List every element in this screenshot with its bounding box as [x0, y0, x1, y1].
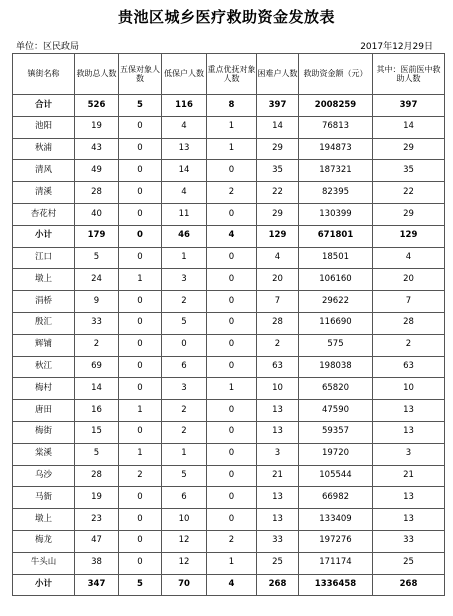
table-cell: 0: [162, 334, 207, 356]
table-cell: 49: [75, 160, 119, 182]
table-row: [13, 203, 445, 225]
table-cell: 14: [257, 116, 299, 138]
table-cell: 70: [162, 574, 207, 596]
table-cell: 13: [162, 138, 207, 160]
table-cell: 0: [119, 530, 162, 552]
town-name-cell: 池阳: [13, 116, 75, 138]
table-row: [13, 574, 445, 596]
table-cell: 29: [373, 138, 445, 160]
table-cell: 0: [119, 160, 162, 182]
table-cell: 0: [119, 203, 162, 225]
table-cell: 21: [373, 465, 445, 487]
table-cell: 2: [119, 465, 162, 487]
town-name-cell: 小计: [13, 225, 75, 247]
table-row: [13, 291, 445, 313]
table-cell: 4: [162, 116, 207, 138]
table-cell: 8: [207, 95, 257, 117]
table-cell: 14: [373, 116, 445, 138]
table-cell: 18501: [299, 247, 373, 269]
table-cell: 10: [162, 509, 207, 531]
table-cell: 0: [207, 312, 257, 334]
table-cell: 347: [75, 574, 119, 596]
table-cell: 10: [373, 378, 445, 400]
table-cell: 29622: [299, 291, 373, 313]
table-cell: 397: [257, 95, 299, 117]
town-name-cell: 梅龙: [13, 530, 75, 552]
table-cell: 47: [75, 530, 119, 552]
table-row: [13, 116, 445, 138]
table-cell: 38: [75, 552, 119, 574]
town-name-cell: 涓桥: [13, 291, 75, 313]
table-row: [13, 312, 445, 334]
table-cell: 5: [75, 247, 119, 269]
town-name-cell: 唐田: [13, 400, 75, 422]
table-cell: 20: [257, 269, 299, 291]
table-cell: 0: [207, 203, 257, 225]
table-cell: 25: [373, 552, 445, 574]
table-cell: 5: [119, 95, 162, 117]
table-cell: 24: [75, 269, 119, 291]
table-cell: 9: [75, 291, 119, 313]
table-row: [13, 443, 445, 465]
table-cell: 1: [207, 116, 257, 138]
table-cell: 3: [162, 378, 207, 400]
table-cell: 0: [119, 378, 162, 400]
town-name-cell: 合计: [13, 95, 75, 117]
table-cell: 187321: [299, 160, 373, 182]
table-cell: 0: [119, 138, 162, 160]
table-cell: 14: [75, 378, 119, 400]
table-cell: 0: [207, 356, 257, 378]
town-name-cell: 梅村: [13, 378, 75, 400]
table-cell: 20: [373, 269, 445, 291]
table-row: [13, 269, 445, 291]
table-cell: 0: [119, 552, 162, 574]
table-row: [13, 334, 445, 356]
table-cell: 65820: [299, 378, 373, 400]
table-cell: 268: [373, 574, 445, 596]
table-cell: 63: [373, 356, 445, 378]
table-cell: 33: [75, 312, 119, 334]
table-row: [13, 225, 445, 247]
table-cell: 5: [75, 443, 119, 465]
table-cell: 76813: [299, 116, 373, 138]
table-cell: 2: [162, 291, 207, 313]
table-cell: 13: [373, 487, 445, 509]
table-cell: 0: [119, 247, 162, 269]
table-cell: 1: [162, 443, 207, 465]
table-cell: 13: [373, 509, 445, 531]
town-name-cell: 乌沙: [13, 465, 75, 487]
table-cell: 25: [257, 552, 299, 574]
table-cell: 0: [119, 334, 162, 356]
table-cell: 3: [162, 269, 207, 291]
table-cell: 1: [207, 378, 257, 400]
town-name-cell: 杏花村: [13, 203, 75, 225]
town-name-cell: 小计: [13, 574, 75, 596]
table-cell: 575: [299, 334, 373, 356]
table-cell: 33: [373, 530, 445, 552]
table-row: [13, 400, 445, 422]
table-cell: 19: [75, 116, 119, 138]
table-cell: 198038: [299, 356, 373, 378]
table-cell: 13: [257, 509, 299, 531]
table-cell: 671801: [299, 225, 373, 247]
table-row: [13, 465, 445, 487]
table-row: [13, 95, 445, 117]
table-cell: 1: [119, 269, 162, 291]
table-header-row: [13, 54, 445, 95]
table-cell: 1: [119, 443, 162, 465]
table-cell: 13: [257, 487, 299, 509]
table-cell: 179: [75, 225, 119, 247]
town-name-cell: 清溪: [13, 182, 75, 204]
header-amount: 救助资金额（元）: [299, 54, 373, 95]
table-cell: 13: [373, 400, 445, 422]
table-cell: 28: [373, 312, 445, 334]
table-cell: 47590: [299, 400, 373, 422]
table-cell: 12: [162, 552, 207, 574]
table-row: [13, 356, 445, 378]
table-cell: 129: [257, 225, 299, 247]
table-cell: 0: [119, 116, 162, 138]
town-name-cell: 马衙: [13, 487, 75, 509]
table-cell: 16: [75, 400, 119, 422]
table-cell: 23: [75, 509, 119, 531]
table-cell: 5: [162, 312, 207, 334]
relief-fund-table: [12, 53, 445, 596]
table-cell: 10: [257, 378, 299, 400]
table-body: [13, 95, 445, 596]
table-cell: 0: [119, 509, 162, 531]
table-cell: 46: [162, 225, 207, 247]
header-dibao: 低保户人数: [162, 54, 207, 95]
table-cell: 2: [75, 334, 119, 356]
table-cell: 63: [257, 356, 299, 378]
table-cell: 2: [207, 182, 257, 204]
table-cell: 35: [257, 160, 299, 182]
table-cell: 526: [75, 95, 119, 117]
table-cell: 116690: [299, 312, 373, 334]
table-cell: 0: [207, 334, 257, 356]
table-cell: 197276: [299, 530, 373, 552]
table-cell: 0: [207, 247, 257, 269]
table-cell: 2008259: [299, 95, 373, 117]
table-cell: 0: [207, 509, 257, 531]
table-cell: 4: [257, 247, 299, 269]
header-pre-mid: 其中：医前医中救助人数: [373, 54, 445, 95]
header-total-people: 救助总人数: [75, 54, 119, 95]
table-row: [13, 487, 445, 509]
table-cell: 22: [373, 182, 445, 204]
table-cell: 3: [373, 443, 445, 465]
table-row: [13, 530, 445, 552]
table-cell: 2: [162, 400, 207, 422]
town-name-cell: 棠溪: [13, 443, 75, 465]
town-name-cell: 梅街: [13, 421, 75, 443]
table-row: [13, 378, 445, 400]
table-cell: 6: [162, 356, 207, 378]
table-cell: 19720: [299, 443, 373, 465]
header-town: 镇街名称: [13, 54, 75, 95]
table-row: [13, 182, 445, 204]
table-cell: 7: [373, 291, 445, 313]
table-cell: 0: [207, 443, 257, 465]
table-cell: 397: [373, 95, 445, 117]
table-cell: 66982: [299, 487, 373, 509]
table-cell: 130399: [299, 203, 373, 225]
table-cell: 0: [119, 182, 162, 204]
table-cell: 133409: [299, 509, 373, 531]
table-cell: 4: [373, 247, 445, 269]
table-cell: 4: [162, 182, 207, 204]
header-hardship: 困难户人数: [257, 54, 299, 95]
table-cell: 4: [207, 574, 257, 596]
table-cell: 0: [119, 487, 162, 509]
table-cell: 0: [119, 312, 162, 334]
table-cell: 116: [162, 95, 207, 117]
table-row: [13, 247, 445, 269]
table-cell: 43: [75, 138, 119, 160]
table-cell: 6: [162, 487, 207, 509]
table-row: [13, 160, 445, 182]
table-cell: 0: [207, 291, 257, 313]
table-cell: 1: [162, 247, 207, 269]
table-cell: 5: [162, 465, 207, 487]
table-cell: 82395: [299, 182, 373, 204]
document-date: 2017年12月29日: [360, 42, 433, 52]
table-cell: 28: [257, 312, 299, 334]
table-cell: 15: [75, 421, 119, 443]
table-cell: 29: [257, 203, 299, 225]
table-cell: 29: [373, 203, 445, 225]
table-cell: 2: [373, 334, 445, 356]
table-cell: 2: [207, 530, 257, 552]
table-cell: 5: [119, 574, 162, 596]
table-cell: 28: [75, 182, 119, 204]
table-cell: 22: [257, 182, 299, 204]
table-cell: 40: [75, 203, 119, 225]
table-cell: 2: [257, 334, 299, 356]
table-cell: 21: [257, 465, 299, 487]
table-cell: 28: [75, 465, 119, 487]
table-cell: 1: [119, 400, 162, 422]
table-cell: 11: [162, 203, 207, 225]
table-cell: 13: [257, 421, 299, 443]
table-cell: 1: [207, 552, 257, 574]
town-name-cell: 墩上: [13, 269, 75, 291]
document-title: 贵池区城乡医疗救助资金发放表: [117, 8, 335, 26]
town-name-cell: 清风: [13, 160, 75, 182]
table-cell: 35: [373, 160, 445, 182]
table-cell: 14: [162, 160, 207, 182]
table-cell: 69: [75, 356, 119, 378]
unit-label: 单位：区民政局: [16, 42, 80, 52]
table-cell: 13: [373, 421, 445, 443]
table-cell: 268: [257, 574, 299, 596]
table-row: [13, 552, 445, 574]
table-cell: 171174: [299, 552, 373, 574]
table-cell: 7: [257, 291, 299, 313]
town-name-cell: 秋浦: [13, 138, 75, 160]
table-cell: 0: [207, 269, 257, 291]
town-name-cell: 江口: [13, 247, 75, 269]
town-name-cell: 牛头山: [13, 552, 75, 574]
table-cell: 59357: [299, 421, 373, 443]
table-cell: 13: [257, 400, 299, 422]
table-cell: 2: [162, 421, 207, 443]
table-cell: 0: [207, 421, 257, 443]
town-name-cell: 殷汇: [13, 312, 75, 334]
table-cell: 0: [119, 356, 162, 378]
table-cell: 106160: [299, 269, 373, 291]
header-wubao: 五保对象人数: [119, 54, 162, 95]
table-cell: 0: [207, 160, 257, 182]
table-cell: 105544: [299, 465, 373, 487]
table-cell: 0: [119, 225, 162, 247]
header-priority: 重点优抚对象人数: [207, 54, 257, 95]
table-row: [13, 421, 445, 443]
table-cell: 1: [207, 138, 257, 160]
table-cell: 0: [119, 421, 162, 443]
table-cell: 4: [207, 225, 257, 247]
table-cell: 1336458: [299, 574, 373, 596]
table-cell: 19: [75, 487, 119, 509]
table-cell: 0: [207, 400, 257, 422]
table-row: [13, 509, 445, 531]
table-cell: 29: [257, 138, 299, 160]
table-cell: 33: [257, 530, 299, 552]
table-cell: 12: [162, 530, 207, 552]
table-cell: 0: [207, 487, 257, 509]
town-name-cell: 辉铺: [13, 334, 75, 356]
table-cell: 0: [207, 465, 257, 487]
table-cell: 0: [119, 291, 162, 313]
table-cell: 3: [257, 443, 299, 465]
table-cell: 129: [373, 225, 445, 247]
table-row: [13, 138, 445, 160]
town-name-cell: 墩上: [13, 509, 75, 531]
town-name-cell: 秋江: [13, 356, 75, 378]
table-cell: 194873: [299, 138, 373, 160]
